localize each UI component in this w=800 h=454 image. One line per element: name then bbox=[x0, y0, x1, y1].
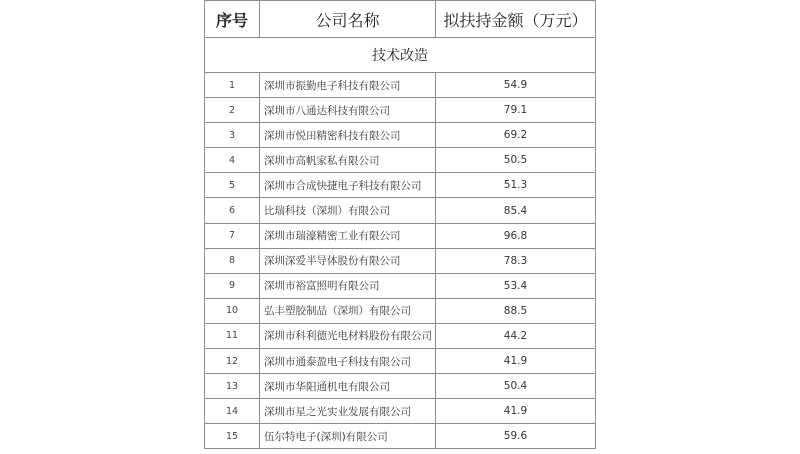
row-no: 15 bbox=[205, 424, 260, 449]
row-company: 弘丰塑胶制品（深圳）有限公司 bbox=[260, 298, 436, 323]
row-company: 深圳市科利德光电材料股份有限公司 bbox=[260, 323, 436, 348]
row-no: 8 bbox=[205, 248, 260, 273]
table-row bbox=[205, 98, 596, 123]
row-no: 9 bbox=[205, 273, 260, 298]
table-row bbox=[205, 123, 596, 148]
row-company: 深圳市高帆家私有限公司 bbox=[260, 148, 436, 173]
table-row bbox=[205, 148, 596, 173]
table-row bbox=[205, 273, 596, 298]
row-no: 12 bbox=[205, 349, 260, 374]
row-company: 深圳市星之光实业发展有限公司 bbox=[260, 399, 436, 424]
row-amount: 41.9 bbox=[436, 399, 596, 424]
row-company: 伍尔特电子(深圳)有限公司 bbox=[260, 424, 436, 449]
row-amount: 85.4 bbox=[436, 198, 596, 223]
row-amount: 50.5 bbox=[436, 148, 596, 173]
table-row bbox=[205, 349, 596, 374]
row-amount: 59.6 bbox=[436, 424, 596, 449]
row-amount: 96.8 bbox=[436, 223, 596, 248]
row-amount: 53.4 bbox=[436, 273, 596, 298]
row-amount: 88.5 bbox=[436, 298, 596, 323]
table-row bbox=[205, 223, 596, 248]
subsidy-table bbox=[204, 0, 596, 449]
row-company: 深圳市八通达科技有限公司 bbox=[260, 98, 436, 123]
table-row bbox=[205, 173, 596, 198]
row-company: 深圳市通泰盈电子科技有限公司 bbox=[260, 349, 436, 374]
table-header-row bbox=[205, 1, 596, 38]
row-no: 11 bbox=[205, 323, 260, 348]
table-row bbox=[205, 248, 596, 273]
section-title: 技术改造 bbox=[205, 38, 596, 73]
header-company: 公司名称 bbox=[260, 1, 436, 38]
row-no: 3 bbox=[205, 123, 260, 148]
row-no: 4 bbox=[205, 148, 260, 173]
table-row bbox=[205, 323, 596, 348]
header-no: 序号 bbox=[205, 1, 260, 38]
row-no: 5 bbox=[205, 173, 260, 198]
row-amount: 51.3 bbox=[436, 173, 596, 198]
table-row bbox=[205, 73, 596, 98]
row-no: 10 bbox=[205, 298, 260, 323]
table-row bbox=[205, 399, 596, 424]
row-company: 深圳市振勤电子科技有限公司 bbox=[260, 73, 436, 98]
row-amount: 41.9 bbox=[436, 349, 596, 374]
row-no: 13 bbox=[205, 374, 260, 399]
table-row bbox=[205, 424, 596, 449]
table-row bbox=[205, 374, 596, 399]
table-row bbox=[205, 298, 596, 323]
row-no: 6 bbox=[205, 198, 260, 223]
row-no: 1 bbox=[205, 73, 260, 98]
table-row bbox=[205, 198, 596, 223]
row-company: 深圳市裕富照明有限公司 bbox=[260, 273, 436, 298]
row-company: 深圳市瑞濠精密工业有限公司 bbox=[260, 223, 436, 248]
row-amount: 50.4 bbox=[436, 374, 596, 399]
row-company: 深圳市合成快捷电子科技有限公司 bbox=[260, 173, 436, 198]
header-amount: 拟扶持金额（万元） bbox=[436, 1, 596, 38]
row-company: 深圳深爱半导体股份有限公司 bbox=[260, 248, 436, 273]
row-no: 2 bbox=[205, 98, 260, 123]
row-no: 14 bbox=[205, 399, 260, 424]
row-no: 7 bbox=[205, 223, 260, 248]
row-company: 深圳市悦田精密科技有限公司 bbox=[260, 123, 436, 148]
row-amount: 54.9 bbox=[436, 73, 596, 98]
row-company: 比瑞科技（深圳）有限公司 bbox=[260, 198, 436, 223]
row-amount: 78.3 bbox=[436, 248, 596, 273]
section-row bbox=[205, 38, 596, 73]
row-company: 深圳市华阳通机电有限公司 bbox=[260, 374, 436, 399]
row-amount: 69.2 bbox=[436, 123, 596, 148]
row-amount: 79.1 bbox=[436, 98, 596, 123]
row-amount: 44.2 bbox=[436, 323, 596, 348]
